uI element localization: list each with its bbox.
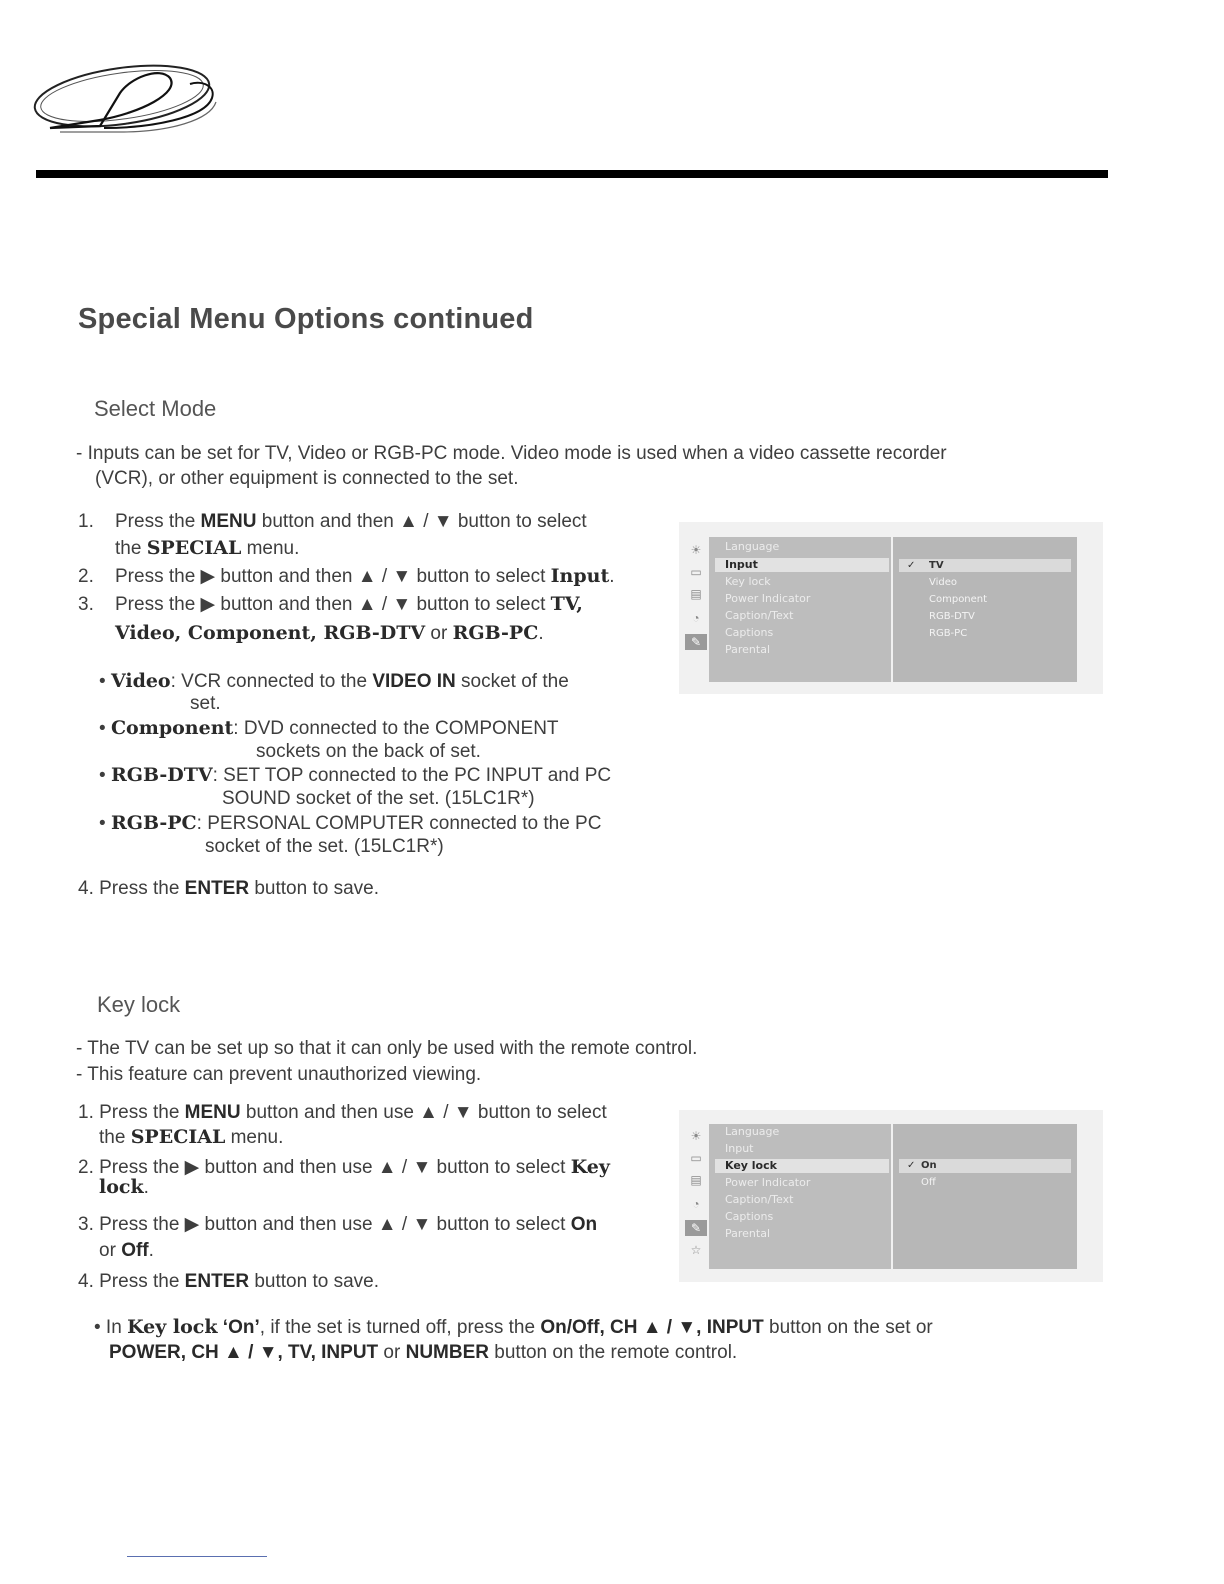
step-number: 2. <box>78 566 94 587</box>
bullet-rgb-dtv: • RGB-DTV: SET TOP connected to the PC INPUT and PC <box>99 764 612 786</box>
osd-special-icon: ✎ <box>685 1220 707 1236</box>
key-lock-note-line1: • In Key lock ‘On’, if the set is turned off, press the On/Off, CH ▲ / ▼, INPUT button on the set or <box>94 1316 933 1338</box>
osd-icon-column <box>685 540 713 680</box>
osd-check-icon: ✓ <box>907 1160 916 1171</box>
osd-option-video: Video <box>929 577 958 588</box>
osd-screen-icon: ▭ <box>690 565 702 579</box>
osd-menu-item-key-lock: Key lock <box>725 1159 777 1172</box>
osd-menu-item-caption-text: Caption/Text <box>725 609 794 622</box>
header-rule <box>36 170 1108 178</box>
bullet-rgb-pc-cont: socket of the set. (15LC1R*) <box>205 836 444 857</box>
osd-option-rgb-dtv: RGB-DTV <box>929 611 975 622</box>
select-mode-step-3-cont: Video, Component, RGB-DTV or RGB-PC. <box>115 622 544 644</box>
osd-special-icon: ✎ <box>685 634 707 650</box>
key-lock-step-1: 1. Press the MENU button and then use ▲ / ▼ button to select <box>78 1102 607 1123</box>
osd-option-component: Component <box>929 594 988 605</box>
brand-logo <box>30 58 220 138</box>
key-lock-intro-line2: - This feature can prevent unauthorized viewing. <box>76 1064 482 1085</box>
footer-link-line <box>127 1556 267 1557</box>
osd-options-panel <box>893 1124 1077 1269</box>
osd-option-rgb-pc: RGB-PC <box>929 628 968 639</box>
section-heading-key-lock: Key lock <box>97 992 181 1017</box>
key-lock-intro-line1: - The TV can be set up so that it can only be used with the remote control. <box>76 1038 698 1059</box>
step-number: 1. <box>78 511 94 532</box>
osd-picture-icon: ☀ <box>690 543 702 557</box>
osd-screen-icon: ▭ <box>690 1151 702 1165</box>
osd-menu-item-caption-text: Caption/Text <box>725 1193 794 1206</box>
osd-icon-column <box>685 1126 713 1266</box>
osd-check-icon: ✓ <box>907 560 916 571</box>
osd-menu-item-parental: Parental <box>725 643 771 656</box>
osd-extra-icon: ☆ <box>690 1243 702 1257</box>
key-lock-step-3: 3. Press the ▶ button and then use ▲ / ▼ button to select On <box>78 1214 598 1235</box>
select-mode-step-3: 3. Press the ▶ button and then ▲ / ▼ button to select TV, <box>78 593 583 615</box>
osd-screenshot-input-menu <box>679 522 1103 694</box>
select-mode-step-4: 4. Press the ENTER button to save. <box>78 878 379 899</box>
osd-menu-item-captions: Captions <box>725 626 774 639</box>
osd-time-icon: ◔ <box>692 611 700 625</box>
osd-menu-item-language: Language <box>725 540 780 553</box>
select-mode-step-1: 1. Press the MENU button and then ▲ / ▼ button to select <box>78 511 587 532</box>
page-title: Special Menu Options continued <box>78 303 534 335</box>
osd-menu-item-captions: Captions <box>725 1210 774 1223</box>
bullet-rgb-pc: • RGB-PC: PERSONAL COMPUTER connected to the PC <box>99 812 602 834</box>
osd-screenshot-key-lock-menu <box>679 1110 1103 1282</box>
bullet-video: • Video: VCR connected to the VIDEO IN socket of the <box>99 670 569 692</box>
select-mode-intro-line1: - Inputs can be set for TV, Video or RGB-PC mode. Video mode is used when a video cassette recorder <box>76 443 947 464</box>
osd-time-icon: ◔ <box>692 1197 700 1211</box>
key-lock-step-2-cont: lock. <box>99 1176 149 1198</box>
osd-menu-item-power-indicator: Power Indicator <box>725 1176 811 1189</box>
key-lock-step-1-cont: the SPECIAL menu. <box>99 1126 284 1148</box>
step-number: 3. <box>78 594 94 615</box>
osd-menu-item-language: Language <box>725 1125 780 1138</box>
osd-picture-icon: ☀ <box>690 1129 702 1143</box>
key-lock-step-4: 4. Press the ENTER button to save. <box>78 1271 379 1292</box>
osd-sound-icon: ▤ <box>690 1173 702 1187</box>
key-lock-step-2: 2. Press the ▶ button and then use ▲ / ▼ button to select Key <box>78 1156 610 1178</box>
osd-option-off: Off <box>921 1177 936 1188</box>
section-heading-select-mode: Select Mode <box>94 396 217 421</box>
osd-option-highlight <box>899 559 1071 572</box>
select-mode-step-2: 2. Press the ▶ button and then ▲ / ▼ button to select Input. <box>78 565 615 587</box>
osd-menu-item-key-lock: Key lock <box>725 575 771 588</box>
bullet-component-cont: sockets on the back of set. <box>256 741 481 762</box>
osd-menu-item-power-indicator: Power Indicator <box>725 592 811 605</box>
osd-option-tv: TV <box>929 560 944 571</box>
osd-option-on: On <box>921 1160 937 1171</box>
osd-menu-item-parental: Parental <box>725 1227 771 1240</box>
osd-menu-item-input: Input <box>725 558 758 571</box>
osd-sound-icon: ▤ <box>690 587 702 601</box>
select-mode-step-1-cont: the SPECIAL menu. <box>115 537 300 559</box>
osd-menu-item-input: Input <box>725 1142 754 1155</box>
key-lock-step-3-cont: or Off. <box>99 1240 154 1261</box>
key-lock-note-line2: POWER, CH ▲ / ▼, TV, INPUT or NUMBER button on the remote control. <box>109 1342 738 1363</box>
select-mode-intro-line2: (VCR), or other equipment is connected to the set. <box>95 468 519 489</box>
bullet-rgb-dtv-cont: SOUND socket of the set. (15LC1R*) <box>222 788 535 809</box>
bullet-video-cont: set. <box>190 693 221 714</box>
bullet-component: • Component: DVD connected to the COMPONENT <box>99 717 559 739</box>
